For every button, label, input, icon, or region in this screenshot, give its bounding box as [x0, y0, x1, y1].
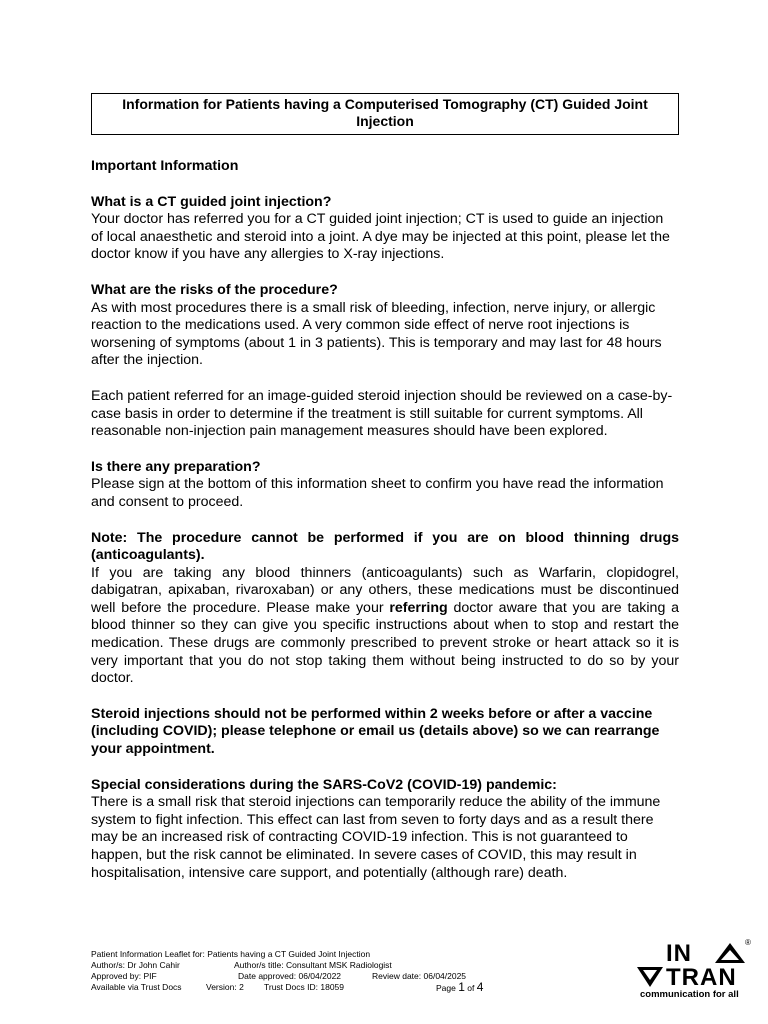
note-text-part-1: If you are taking any blood thinners (anticoagulants) such as Warfarin, clopidogrel, dabigatran, apixaban, rivaroxaban) or any others, these medications must be discontinued well before the procedure. Please make your	[91, 564, 679, 616]
footer-version: Version: 2	[206, 982, 244, 992]
footer-author-title: Author/s title: Consultant MSK Radiologist	[234, 960, 392, 970]
document-footer	[91, 949, 511, 994]
what-is-text: Your doctor has referred you for a CT guided joint injection; CT is used to guide an injection of local anaesthetic and steroid into a joint. A dye may be injected at this point, please let the doctor know if you have any allergies to X-ray injections.	[91, 211, 670, 263]
risks-heading: What are the risks of the procedure?	[91, 281, 338, 298]
footer-review-date: Review date: 06/04/2025	[372, 971, 467, 981]
footer-date-approved: Date approved: 06/04/2022	[238, 971, 342, 981]
anticoagulant-note-heading: Note: The procedure cannot be performed if you are on blood thinning drugs (anticoagulants).	[91, 529, 679, 564]
covid-text: There is a small risk that steroid injections can temporarily reduce the ability of the immune system to fight infection. This effect can last from seven to forty days and as a result there may be an increased risk of contracting COVID-19 infection. This is not guaranteed to happen, but the risk cannot be eliminated. In severe cases of COVID, this may result in hospitalisation, intensive care support, and potentially (although rare) death.	[91, 794, 661, 881]
footer-approved-by: Approved by: PIF	[91, 971, 157, 981]
steroid-vaccine-warning: Steroid injections should not be performed within 2 weeks before or after a vaccine (including COVID); please telephone or email us (details above) so we can rearrange your appointment.	[91, 705, 660, 758]
note-text-part-2: doctor aware that you are taking a blood thinner so they can give you specific instructions about when to stop and restart the medication. These drugs are commonly prescribed to prevent stroke or heart attack so it is very important that you do not stop taking them without being instructed to do so by your doctor.	[91, 599, 679, 687]
logo-line-1: IN	[666, 940, 692, 967]
page-current: 1	[458, 980, 465, 994]
footer-page-number	[436, 982, 483, 994]
intran-logo	[634, 940, 754, 1002]
triangle-down-icon	[636, 966, 664, 988]
footer-available: Available via Trust Docs	[91, 982, 182, 992]
logo-tagline: communication for all	[640, 989, 739, 1000]
note-text-referring: referring	[389, 599, 448, 616]
document-title: Information for Patients having a Computerised Tomography (CT) Guided Joint Injection	[91, 93, 679, 135]
covid-heading: Special considerations during the SARS-CoV2 (COVID-19) pandemic:	[91, 776, 557, 793]
footer-authors: Author/s: Dr John Cahir	[91, 960, 180, 970]
page-of: of	[467, 983, 475, 993]
preparation-heading: Is there any preparation?	[91, 458, 261, 475]
footer-trust-docs-id: Trust Docs ID: 18059	[264, 982, 344, 992]
risks-text: As with most procedures there is a small risk of bleeding, infection, nerve injury, or allergic reaction to the medications used. A very common side effect of nerve root injections is worsening of symptoms (about 1 in 3 patients). This is temporary and may last for 48 hours after the injection.	[91, 299, 662, 369]
document-page	[91, 93, 679, 882]
logo-line-2: TRAN	[666, 964, 737, 991]
footer-leaflet: Patient Information Leaflet for: Patients having a CT Guided Joint Injection	[91, 949, 371, 959]
important-information-heading: Important Information	[91, 158, 239, 174]
page-prefix: Page	[436, 983, 456, 993]
anticoagulant-note-text	[91, 565, 679, 688]
page-total: 4	[476, 980, 484, 994]
registered-mark: ®	[745, 938, 751, 947]
what-is-heading: What is a CT guided joint injection?	[91, 193, 332, 210]
preparation-text: Please sign at the bottom of this information sheet to confirm you have read the information and consent to proceed.	[91, 476, 664, 510]
triangle-up-icon	[714, 942, 746, 964]
risks-text-2: Each patient referred for an image-guided steroid injection should be reviewed on a case-by-case basis in order to determine if the treatment is still suitable for current symptoms. All reasonable non-injection pain management measures should have been explored.	[91, 387, 673, 440]
